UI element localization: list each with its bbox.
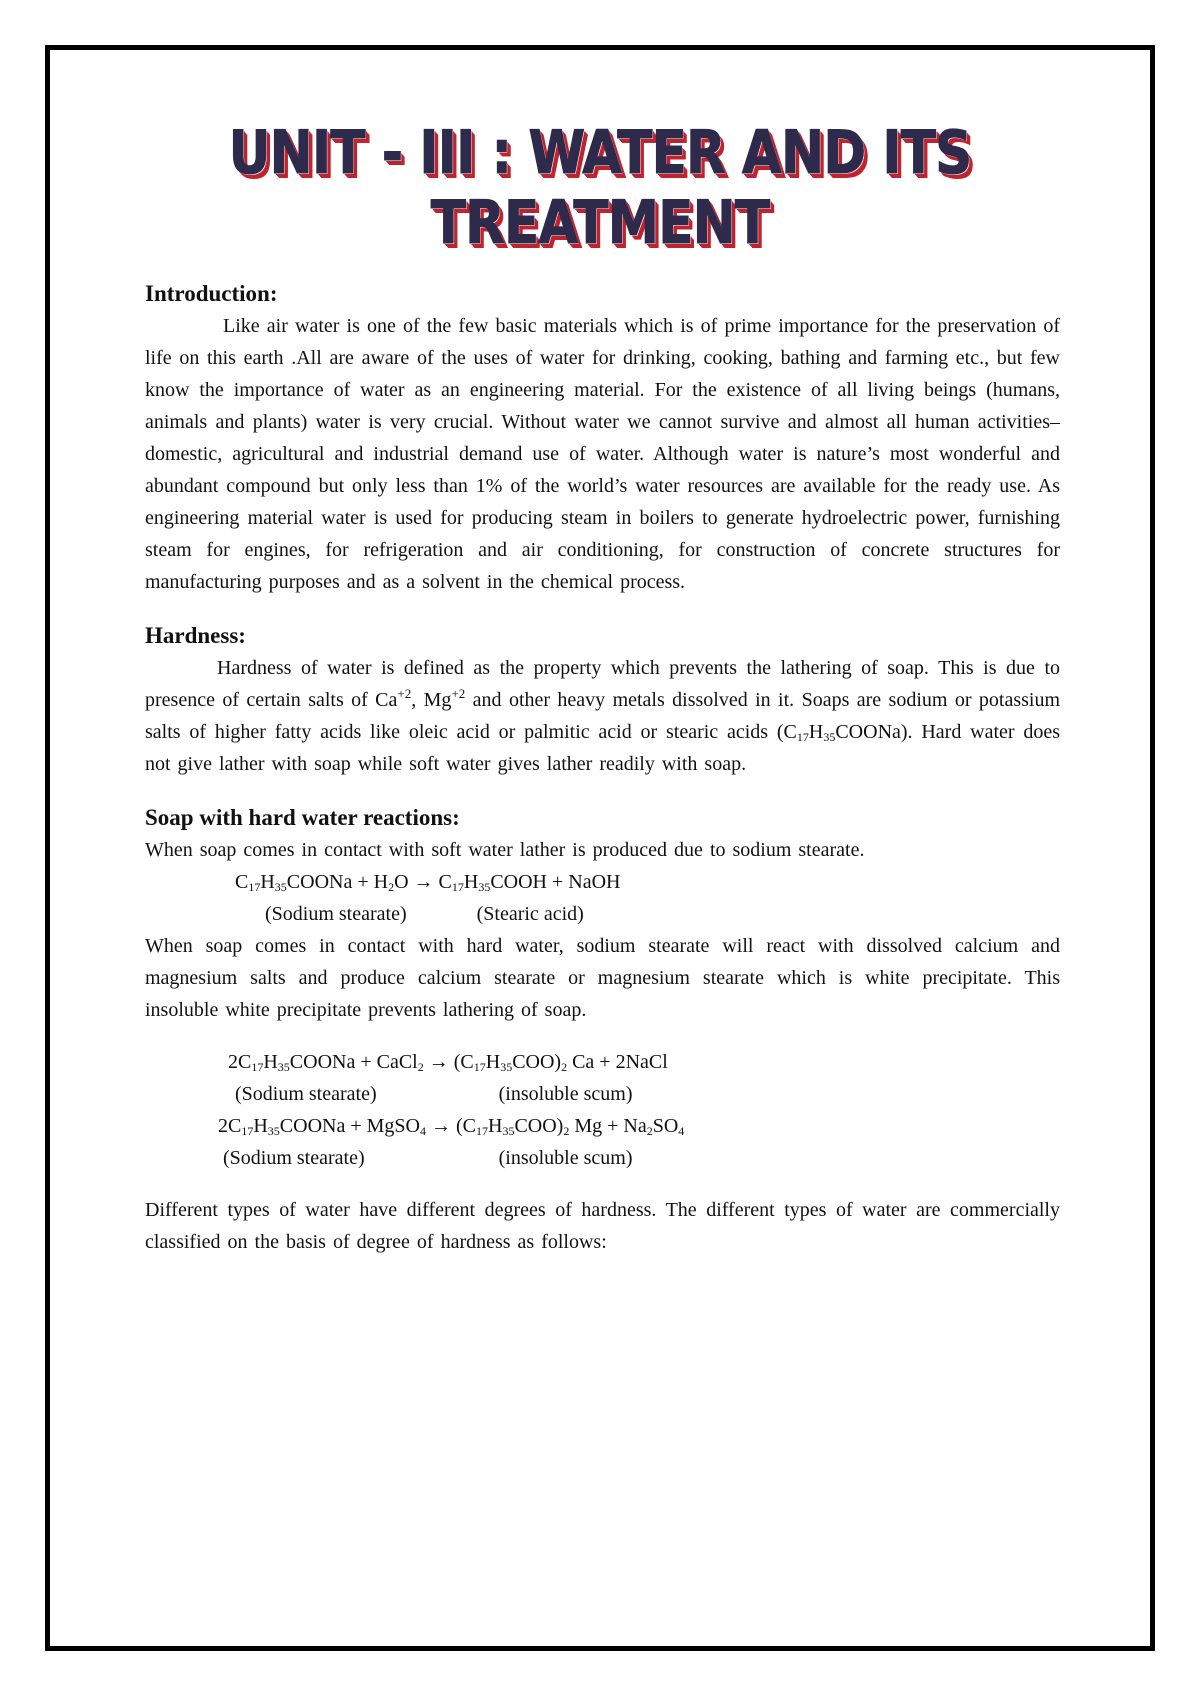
equation-2: [145, 1046, 1060, 1078]
equation-2-label-left: (Sodium stearate): [235, 1083, 377, 1105]
equation-spacer: [145, 1026, 1060, 1046]
equation-2-arrow: →: [428, 1051, 449, 1073]
title-block: [0, 118, 1200, 258]
equation-3-arrow: →: [430, 1115, 451, 1137]
equation-2-labels: [145, 1078, 1060, 1110]
hardness-text-1: Hardness of water is defined as the property which prevents the lathering of soap. This is due to presence of certain salts of Ca: [145, 657, 1060, 711]
equation-3-labels: [145, 1142, 1060, 1174]
section-spacer: [145, 1174, 1060, 1194]
hardness-paragraph: [145, 652, 1060, 780]
equation-3-label-right: (insoluble scum): [498, 1147, 633, 1169]
equation-2-rhs: $(C_{17}H_{35}COO)_2$ Ca + 2NaCl: [453, 1051, 668, 1074]
formula-subscript-35: 35: [823, 730, 836, 744]
equation-3-rhs: $(C_{17}H_{35}COO)_2$ $Mg + Na_2SO_4$: [455, 1115, 685, 1138]
hardness-heading: Hardness:: [145, 623, 246, 648]
introduction-heading: Introduction:: [145, 281, 278, 306]
classification-paragraph: Different types of water have different degrees of hardness. The different types of water are commercially classified on the basis of degree of hardness as follows:: [145, 1199, 1060, 1253]
document-body: [145, 278, 1060, 1258]
hard-water-intro: When soap comes in contact with hard water, sodium stearate will react with dissolved calcium and magnesium salts and produce calcium stearate or magnesium stearate which is white precipitate. This insoluble white precipitate prevents lathering of soap.: [145, 935, 1060, 1021]
equation-1-labels: [145, 898, 1060, 930]
introduction-paragraph: Like air water is one of the few basic materials which is of prime importance for the preservation of life on this earth .All are aware of the uses of water for drinking, cooking, bathing and farming etc., but few know the importance of water as an engineering material. For the existence of all living beings (humans, animals and plants) water is very crucial. Without water we cannot survive and almost all human activities–domestic, agricultural and industrial demand use of water. Although water is nature’s most wonderful and abundant compound but only less than 1% of the world’s water resources are available for the ready use. As engineering material water is used for producing steam in boilers to generate hydroelectric power, furnishing steam for engines, for refrigeration and air conditioning, for construction of concrete structures for manufacturing purposes and as a solvent in the chemical process.: [145, 315, 1060, 593]
soap-reactions-heading: Soap with hard water reactions:: [145, 805, 460, 830]
equation-1: [145, 866, 1060, 898]
equation-1-rhs: $C_{17}H_{35}COOH$ + NaOH: [438, 871, 621, 894]
equation-2-label-right: (insoluble scum): [498, 1083, 633, 1105]
equation-3: [145, 1110, 1060, 1142]
equation-1-label-right: (Stearic acid): [476, 903, 584, 925]
equation-2-lhs: $2C_{17}H_{35}COONa$ + CaCl$_2$: [228, 1051, 424, 1074]
soft-water-intro: When soap comes in contact with soft water lather is produced due to sodium stearate.: [145, 839, 865, 861]
equation-1-lhs: $C_{17}H_{35}COONa + H_2O$: [235, 871, 409, 894]
section-spacer: [145, 598, 1060, 620]
hardness-text-2: , Mg: [411, 689, 452, 711]
equation-3-label-left: (Sodium stearate): [223, 1147, 365, 1169]
formula-h: H: [808, 721, 824, 743]
hardness-text-4: COONa). Hard water does not give lather with soap while soft water gives lather readily with soap.: [145, 721, 1061, 775]
equation-1-arrow: →: [413, 871, 434, 893]
equation-1-label-left: (Sodium stearate): [265, 903, 407, 925]
formula-subscript-17: 17: [796, 730, 809, 744]
magnesium-charge: +2: [451, 686, 466, 701]
calcium-charge: +2: [397, 686, 412, 701]
page-title: UNIT - III : WATER AND ITS TREATMENT: [228, 118, 972, 258]
hardness-text-3: and other heavy metals dissolved in it. Soaps are sodium or potassium salts of higher fatty acids like oleic acid or palmitic acid or stearic acids (C: [145, 689, 1060, 743]
section-spacer: [145, 780, 1060, 802]
equation-3-lhs: $2C_{17}H_{35}COONa$ + MgSO$_4$: [218, 1115, 426, 1138]
